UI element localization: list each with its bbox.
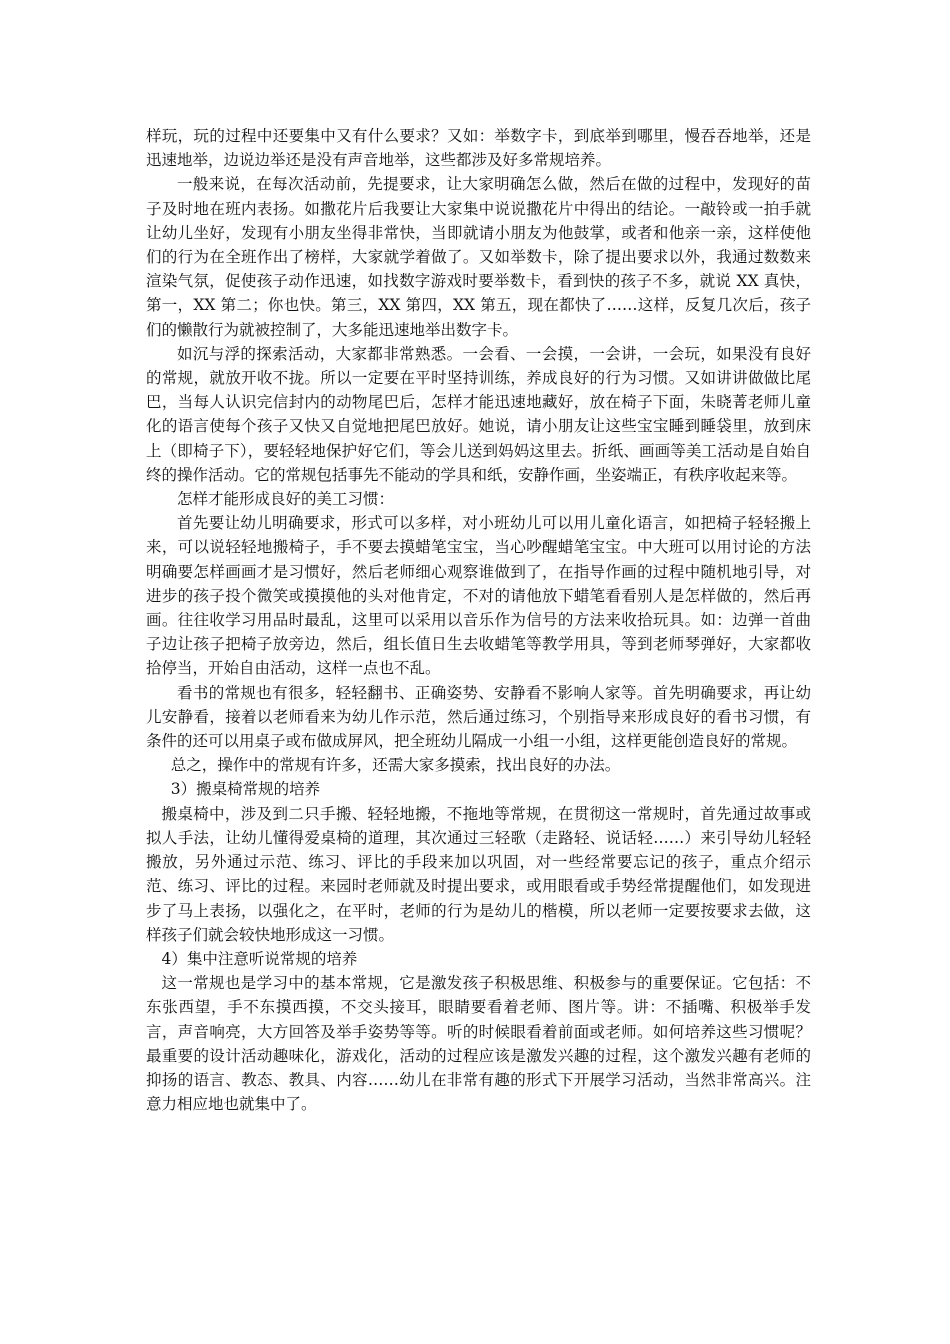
section-heading-4: 4）集中注意听说常规的培养: [161, 949, 358, 968]
paragraph-reading-routine: 看书的常规也有很多，轻轻翻书、正确姿势、安静看不影响人家等。首先明确要求，再让幼儿安静看，接着以老师看来为幼儿作示范，然后通过练习，个别指导来形成良好的看书习惯，有条件的还可以用桌子或布做成屏风，把全班幼儿隔成一小组一小组，这样更能创造良好的常规。: [146, 683, 811, 751]
paragraph-sink-float: 如沉与浮的探索活动，大家都非常熟悉。一会看、一会摸，一会讲，一会玩，如果没有良好的常规，就放开收不拢。所以一定要在平时坚持训练，养成良好的行为习惯。又如讲讲做做比尾巴，当每人认识完信封内的动物尾巴后，怎样才能迅速地藏好，放在椅子下面，朱晓菁老师儿童化的语言使每个孩子又快又自觉地把尾巴放好。她说，请小朋友让这些宝宝睡到睡袋里，放到床上（即椅子下），要轻轻地保护好它们，等会儿送到妈妈这里去。折纸、画画等美工活动是自始自终的操作活动。它的常规包括事先不能动的学具和纸，安静作画，坐姿端正，有秩序收起来等。: [146, 344, 811, 484]
paragraph-attention: 这一常规也是学习中的基本常规，它是激发孩子积极思维、积极参与的重要保证。它包括：不东张西望，手不东摸西摸，不交头接耳，眼睛要看着老师、图片等。讲：不插嘴、积极举手发言，声音响亮，大方回答及举手姿势等等。听的时候眼看着前面或老师。如何培养这些习惯呢？最重要的设计活动趣味化，游戏化，活动的过程应该是激发兴趣的过程，这个激发兴趣有老师的抑扬的语言、教态、教具、内容……幼儿在非常有趣的形式下开展学习活动，当然非常高兴。注意力相应地也就集中了。: [146, 974, 811, 1114]
paragraph-moving-chairs: 搬桌椅中，涉及到二只手搬、轻轻地搬，不拖地等常规，在贯彻这一常规时，首先通过故事或拟人手法，让幼儿懂得爱桌椅的道理，其次通过三轻歌（走路轻、说话轻……）来引导幼儿轻轻搬放，另外通过示范、练习、评比的手段来加以巩固，对一些经常要忘记的孩子，重点介绍示范、练习、评比的过程。来园时老师就及时提出要求，或用眼看或手势经常提醒他们，如发现进步了马上表扬，以强化之，在平时，老师的行为是幼儿的楷模，所以老师一定要按要求去做，这样孩子们就会较快地形成这一习惯。: [146, 804, 811, 944]
paragraph-activity-requirements: 一般来说，在每次活动前，先提要求，让大家明确怎么做，然后在做的过程中，发现好的苗子及时地在班内表扬。如撒花片后我要让大家集中说说撒花片中得出的结论。一敲铃或一拍手就让幼儿坐好，发现有小朋友坐得非常快，当即就请小朋友为他鼓掌，或者和他亲一亲，这样使他们的行为在全班作出了榜样，大家就学着做了。又如举数卡，除了提出要求以外，我通过数数来渲染气氛，促使孩子动作迅速，如找数字游戏时要举数卡，看到快的孩子不多，就说 XX 真快，第一，XX 第二；你也快。第三，XX 第四，XX 第五，现在都快了……这样，反复几次后，孩子们的懒散行为就被控制了，大多能迅速地举出数字卡。: [146, 175, 811, 339]
document-page: [146, 124, 811, 1116]
paragraph-art-habits-question: 怎样才能形成良好的美工习惯：: [177, 490, 395, 509]
paragraph-continuation: 样玩，玩的过程中还要集中又有什么要求？又如：举数字卡，到底举到哪里，慢吞吞地举，还是迅速地举，边说边举还是没有声音地举，这些都涉及好多常规培养。: [146, 127, 811, 170]
paragraph-art-habits: 首先要让幼儿明确要求，形式可以多样，对小班幼儿可以用儿童化语言，如把椅子轻轻搬上来，可以说轻轻地搬椅子，手不要去摸蜡笔宝宝，当心吵醒蜡笔宝宝。中大班可以用讨论的方法明确要怎样画画才是习惯好，然后老师细心观察谁做到了，在指导作画的过程中随机地引导，对进步的孩子投个微笑或摸摸他的头对他肯定，不对的请他放下蜡笔看看别人是怎样做的，然后再画。往往收学习用品时最乱，这里可以采用以音乐作为信号的方法来收拾玩具。如：边弹一首曲子边让孩子把椅子放旁边，然后，组长值日生去收蜡笔等教学用具，等到老师琴弹好，大家都收拾停当，开始自由活动，这样一点也不乱。: [146, 514, 811, 678]
paragraph-summary: 总之，操作中的常规有许多，还需大家多摸索，找出良好的办法。: [170, 756, 621, 775]
section-heading-3: 3）搬桌椅常规的培养: [170, 780, 321, 799]
